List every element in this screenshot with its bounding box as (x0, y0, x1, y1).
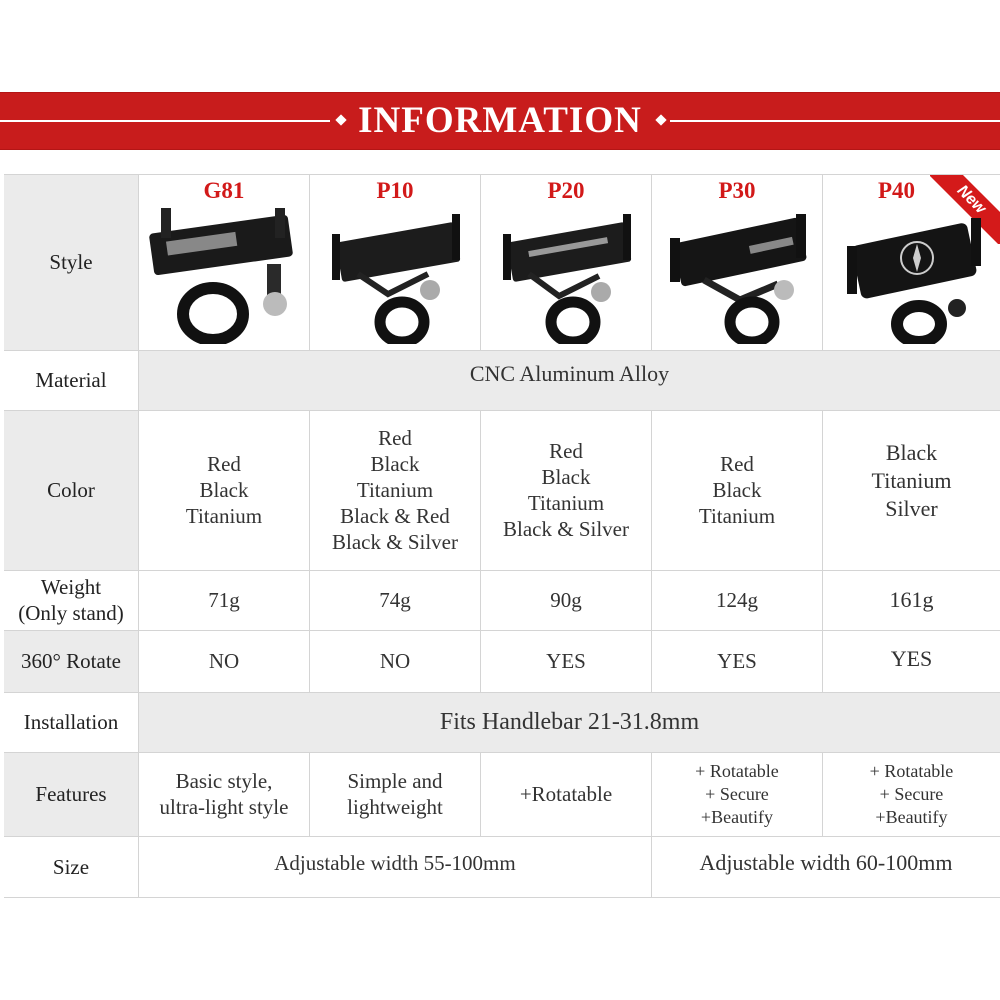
grid-line (4, 410, 1000, 411)
model-name-p20: P20 (547, 178, 585, 203)
row-label-color: Color (4, 410, 138, 570)
features-p40-1: + Rotatable (869, 760, 954, 781)
model-name-p10: P10 (376, 178, 414, 203)
p10-holder-image (318, 204, 472, 344)
row-label-weight (4, 570, 138, 630)
color-p30 (652, 410, 822, 570)
color-p30-3: Titanium (698, 504, 776, 528)
weight-label-line2: (Only stand) (18, 601, 124, 625)
grid-line (309, 752, 310, 836)
rotate-g81: NO (139, 630, 309, 692)
grid-line (138, 174, 139, 897)
installation-value: Fits Handlebar 21-31.8mm (139, 692, 1000, 752)
grid-line (4, 570, 1000, 571)
new-badge-label: New (930, 174, 1000, 244)
grid-line (309, 174, 310, 350)
product-cell-g81 (139, 174, 309, 350)
size-value-right: Adjustable width 60-100mm (652, 836, 1000, 897)
weight-p40: 161g (823, 570, 1000, 630)
row-label-size: Size (4, 836, 138, 897)
color-p10-5: Black & Silver (332, 530, 458, 554)
features-p30-3: +Beautify (700, 806, 774, 827)
rotate-p30: YES (652, 630, 822, 692)
row-label-style: Style (4, 174, 138, 350)
grid-line (651, 752, 652, 897)
g81-holder-image (147, 204, 301, 344)
grid-line (651, 174, 652, 350)
grid-line (822, 174, 823, 350)
row-label-material: Material (4, 350, 138, 410)
grid-line (822, 410, 823, 692)
color-g81-1: Red (207, 452, 241, 476)
color-p10-1: Red (378, 426, 412, 450)
color-p20 (481, 410, 651, 570)
features-g81-2: ultra-light style (159, 795, 289, 819)
p30-holder-image (660, 204, 814, 344)
comparison-table (4, 174, 1000, 897)
features-g81-1: Basic style, (175, 769, 273, 793)
features-p20 (481, 752, 651, 836)
features-p20-1: +Rotatable (519, 782, 613, 806)
features-p30-1: + Rotatable (695, 760, 779, 781)
features-p40-3: +Beautify (875, 806, 948, 827)
rotate-p40: YES (823, 630, 1000, 692)
grid-line (4, 752, 1000, 753)
color-p10-3: Titanium (356, 478, 434, 502)
row-label-features: Features (4, 752, 138, 836)
rotate-p10: NO (310, 630, 480, 692)
material-value: CNC Aluminum Alloy (139, 350, 1000, 410)
features-p40 (823, 752, 1000, 836)
color-p10 (310, 410, 480, 570)
grid-line (822, 752, 823, 836)
color-p10-2: Black (370, 452, 420, 476)
features-g81 (139, 752, 309, 836)
information-banner (0, 92, 1000, 150)
features-p40-2: + Secure (879, 783, 944, 804)
grid-line (4, 692, 1000, 693)
product-cell-p20 (481, 174, 651, 350)
weight-g81: 71g (139, 570, 309, 630)
banner-title: INFORMATION (358, 100, 642, 141)
color-p40-2: Titanium (871, 468, 952, 493)
size-value-left: Adjustable width 55-100mm (139, 836, 651, 897)
grid-line (651, 410, 652, 692)
color-g81-3: Titanium (185, 504, 263, 528)
color-p20-2: Black (541, 465, 591, 489)
grid-line (4, 350, 1000, 351)
weight-label-line1: Weight (40, 575, 102, 599)
color-p20-3: Titanium (527, 491, 605, 515)
color-p30-2: Black (712, 478, 762, 502)
color-p40-1: Black (885, 440, 938, 465)
color-p20-1: Red (549, 439, 583, 463)
grid-line (480, 410, 481, 692)
weight-p20: 90g (481, 570, 651, 630)
features-p30 (652, 752, 822, 836)
color-p40-3: Silver (885, 496, 938, 521)
weight-p30: 124g (652, 570, 822, 630)
color-p40 (823, 410, 1000, 570)
color-g81 (139, 410, 309, 570)
row-label-installation: Installation (4, 692, 138, 752)
features-p30-2: + Secure (705, 783, 769, 804)
row-label-rotate: 360° Rotate (4, 630, 138, 692)
p40-holder-image (831, 204, 991, 344)
model-name-p30: P30 (718, 178, 756, 203)
color-p10-4: Black & Red (340, 504, 450, 528)
grid-line (4, 174, 1000, 175)
grid-line (4, 836, 1000, 837)
weight-p10: 74g (310, 570, 480, 630)
color-p20-4: Black & Silver (503, 517, 629, 541)
grid-line (4, 630, 1000, 631)
grid-line (480, 752, 481, 836)
grid-line (4, 897, 1000, 898)
features-p10 (310, 752, 480, 836)
color-g81-2: Black (199, 478, 249, 502)
product-cell-p30 (652, 174, 822, 350)
features-p10-1: Simple and (347, 769, 443, 793)
grid-line (309, 410, 310, 692)
product-cell-p40 (823, 174, 1000, 350)
model-name-g81: G81 (203, 178, 245, 203)
model-name-p40: P40 (877, 178, 916, 203)
rotate-p20: YES (481, 630, 651, 692)
banner-rule-right (670, 120, 1000, 122)
grid-line (480, 174, 481, 350)
product-cell-p10 (310, 174, 480, 350)
features-p10-2: lightweight (347, 795, 443, 819)
p20-holder-image (489, 204, 643, 344)
color-p30-1: Red (720, 452, 754, 476)
